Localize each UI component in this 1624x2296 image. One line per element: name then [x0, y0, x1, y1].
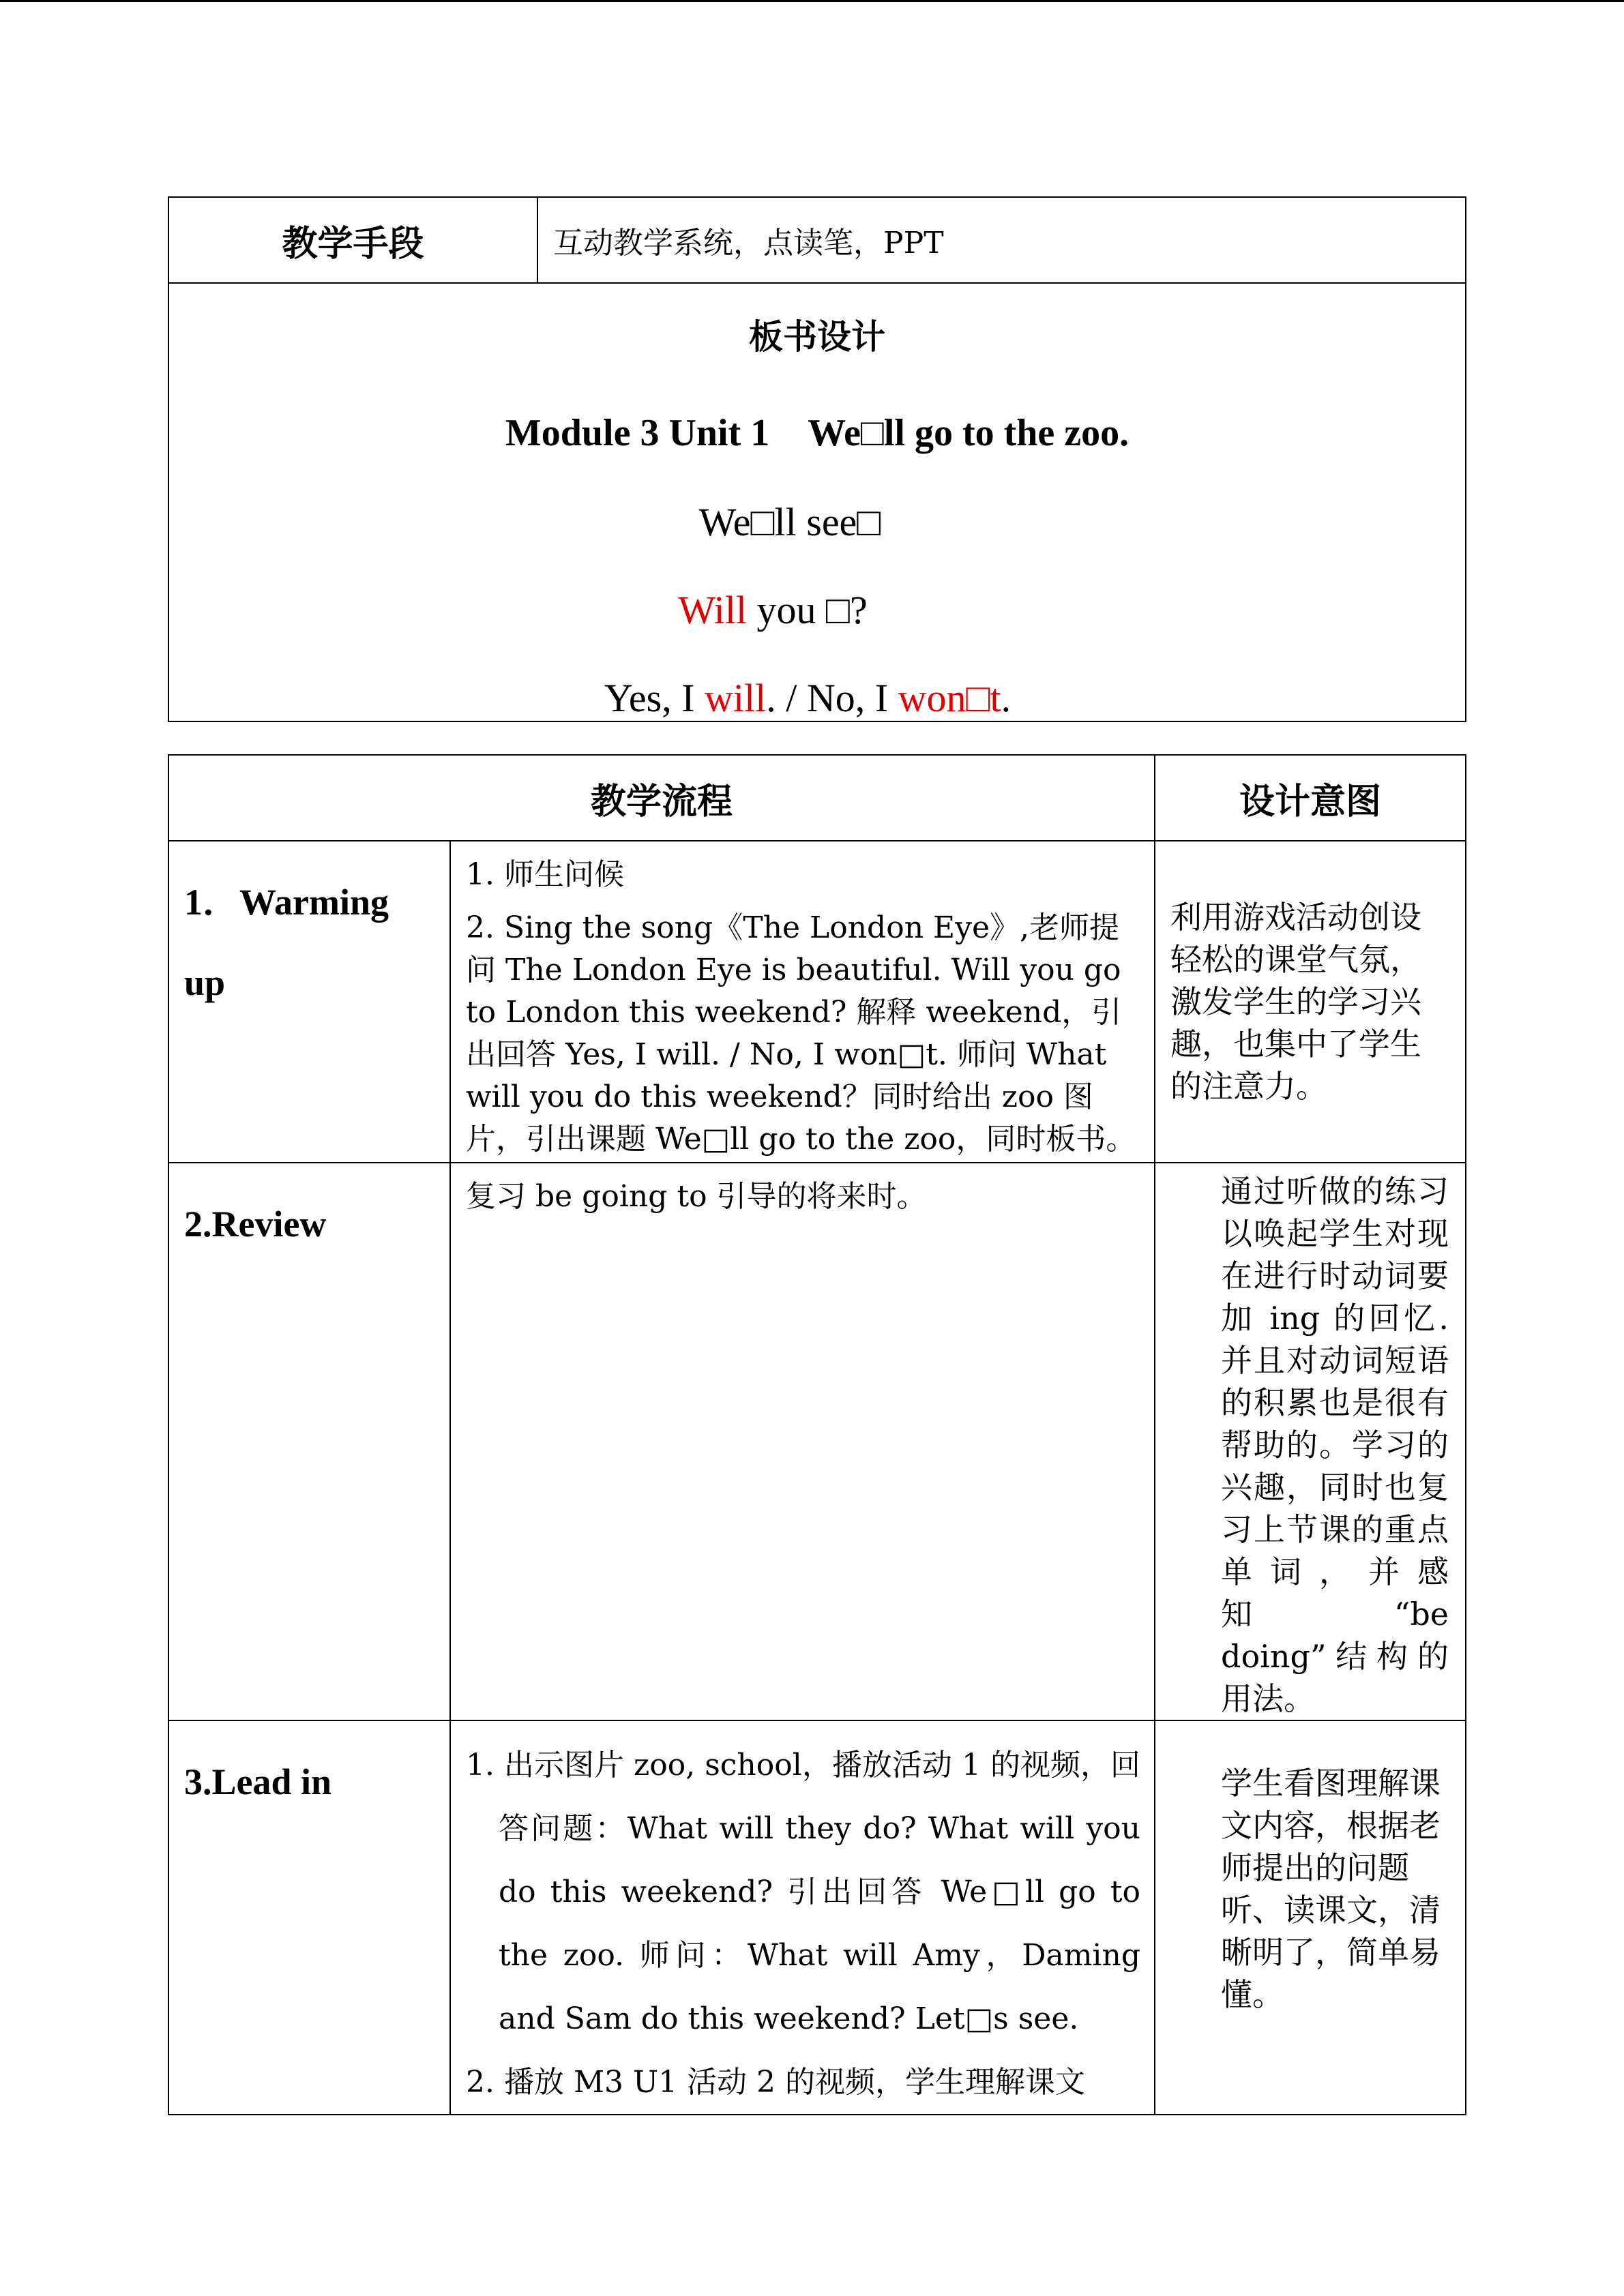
table-row	[168, 1720, 1466, 2115]
table-row	[168, 1163, 1466, 1720]
blackboard-title: 板书设计	[749, 317, 885, 357]
blackboard-line-3: Yes, I will. / No, I won□t.	[604, 676, 1012, 720]
page-top-border	[0, 0, 1624, 2]
teaching-means-table	[168, 196, 1466, 722]
blackboard-module: Module 3 Unit 1 We□ll go to the zoo.	[505, 412, 1130, 454]
step-content: 1. 出示图片 zoo, school，播放活动 1 的视频，回答问题：What will they do? What will you do this weekend? 引出回答 We□ll go to the zoo. 师问：What will Amy，Daming and Sam do this weekend? Let□s see. 2. 播放 M3 U1 活动 2 的视频，学生理解课文	[450, 1720, 1155, 2115]
step-intent: 利用游戏活动创设轻松的课堂气氛，激发学生的学习兴趣，也集中了学生的注意力。	[1155, 841, 1466, 1163]
header-design-intent: 设计意图	[1155, 755, 1466, 841]
step-label: 1．Warming up	[168, 841, 450, 1163]
blackboard-design	[168, 283, 1466, 721]
teaching-means-value: 互动教学系统，点读笔，PPT	[537, 197, 1466, 283]
header-teaching-flow: 教学流程	[168, 755, 1155, 841]
step-intent: 学生看图理解课文内容，根据老师提出的问题听、读课文，清晰明了，简单易懂。	[1155, 1720, 1466, 2115]
teaching-process-table	[168, 754, 1466, 2115]
keyword-wont-answer: won□t	[898, 676, 1001, 720]
keyword-will: Will	[678, 588, 747, 632]
step-label: 2.Review	[168, 1163, 450, 1720]
table-row	[168, 841, 1466, 1163]
keyword-will-answer: will	[705, 676, 767, 720]
blackboard-line-2: Will you □?	[678, 588, 868, 632]
step-content: 复习 be going to 引导的将来时。	[450, 1163, 1155, 1720]
teaching-means-label: 教学手段	[168, 197, 537, 283]
step-intent: 通过听做的练习以唤起学生对现在进行时动词要加 ing 的回忆.并且对动词短语的积累也是很有帮助的。学习的兴趣，同时也复习上节课的重点单词，并感知“be doing”结构的用法。	[1155, 1163, 1466, 1720]
step-content: 1. 师生问候 2. Sing the song《The London Eye》,老师提问 The London Eye is beautiful. Will you go to London this weekend? 解释 weekend，引出回答 Yes, I will. / No, I won□t. 师问 What will you do this weekend？同时给出 zoo 图片，引出课题 We□ll go to the zoo，同时板书。	[450, 841, 1155, 1163]
step-label: 3.Lead in	[168, 1720, 450, 2115]
blackboard-line-1: We□ll see□	[698, 500, 881, 544]
